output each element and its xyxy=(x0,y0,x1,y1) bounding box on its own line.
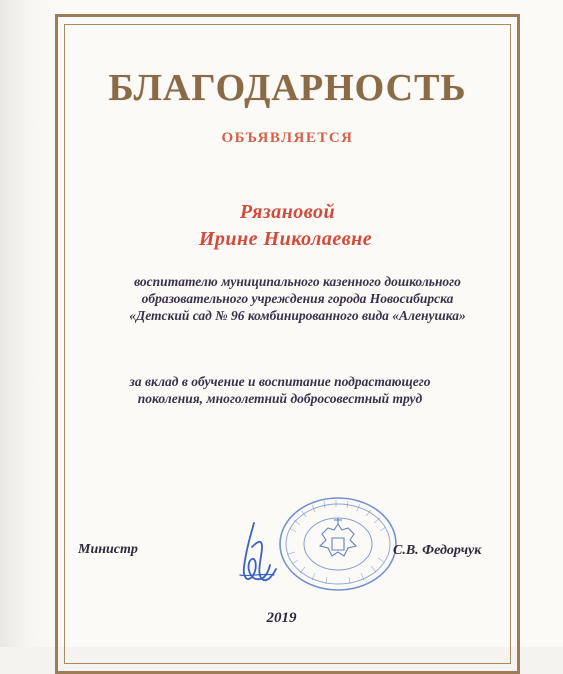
position-line: воспитателю муниципального казенного дошкольного xyxy=(134,274,461,289)
recipient-surname: Рязановой xyxy=(239,201,336,223)
signatory-role: Министр xyxy=(78,542,138,557)
recipient-given-names: Ирине Николаевне xyxy=(198,228,373,250)
position-line: «Детский сад № 96 комбинированного вида «Аленушка» xyxy=(129,308,466,323)
certificate-title: БЛАГОДАРНОСТЬ xyxy=(108,67,467,109)
official-seal-stamp xyxy=(276,494,400,594)
position-line: образовательного учреждения города Новосибирска xyxy=(141,291,454,306)
signatory-name: С.В. Федорчук xyxy=(393,543,482,558)
reason-line: поколения, многолетний добросовестный труд xyxy=(137,391,423,406)
certificate-year: 2019 xyxy=(266,610,297,626)
recipient-position xyxy=(60,273,535,324)
handwritten-signature xyxy=(232,517,282,592)
certificate-subtitle: ОБЪЯВЛЯЕТСЯ xyxy=(221,130,354,146)
reason-line: за вклад в обучение и воспитание подрастающего xyxy=(129,374,431,389)
award-reason xyxy=(60,373,500,407)
